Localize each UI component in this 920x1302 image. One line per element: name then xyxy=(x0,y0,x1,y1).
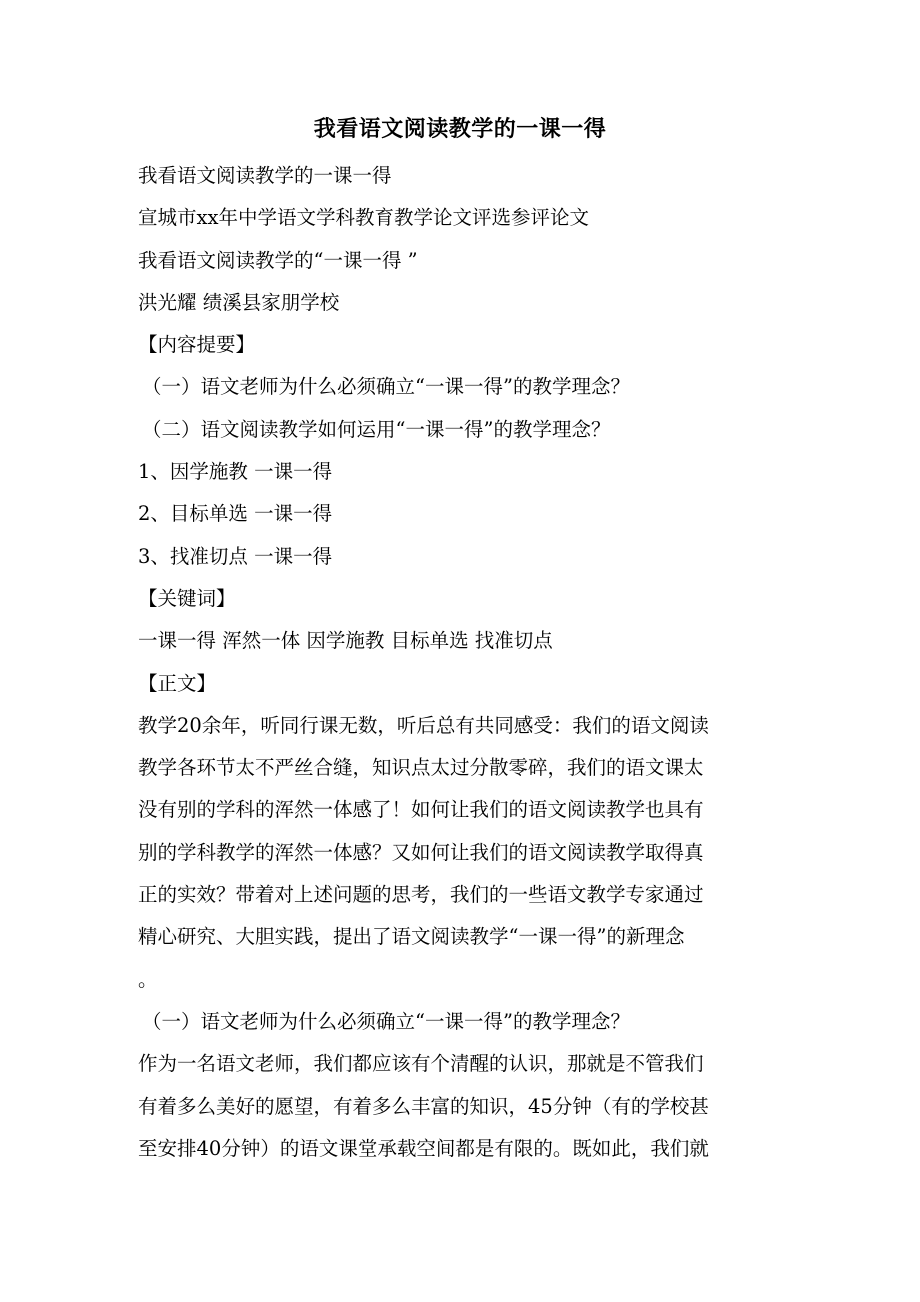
body-text-line: 教学20余年，听同行课无数，听后总有共同感受：我们的语文阅读 xyxy=(138,713,709,737)
author-line: 洪光耀 绩溪县家朋学校 xyxy=(138,290,340,314)
abstract-item: （二）语文阅读教学如何运用“一课一得”的教学理念？ xyxy=(142,417,611,441)
keywords-heading: 【关键词】 xyxy=(138,586,236,610)
abstract-subitem: 2、目标单选 一课一得 xyxy=(138,502,333,526)
section-heading: （一）语文老师为什么必须确立“一课一得”的教学理念？ xyxy=(142,1009,630,1033)
body-text-line: 教学各环节太不严丝合缝，知识点太过分散零碎，我们的语文课太 xyxy=(138,756,704,780)
body-heading: 【正文】 xyxy=(138,671,217,695)
body-text-line: 。 xyxy=(138,967,158,991)
abstract-heading: 【内容提要】 xyxy=(138,333,256,357)
body-text-line: 至安排40分钟）的语文课堂承载空间都是有限的。既如此，我们就 xyxy=(138,1136,709,1160)
body-text-line: 没有别的学科的浑然一体感了！如何让我们的语文阅读教学也具有 xyxy=(138,798,704,822)
document-body xyxy=(138,155,778,1170)
abstract-subitem: 3、找准切点 一课一得 xyxy=(138,544,333,568)
body-text-line: 正的实效？带着对上述问题的思考，我们的一些语文教学专家通过 xyxy=(138,883,704,907)
document-title: 我看语文阅读教学的一课一得 xyxy=(313,116,607,142)
abstract-item: （一）语文老师为什么必须确立“一课一得”的教学理念？ xyxy=(142,375,630,399)
abstract-subitem: 1、因学施教 一课一得 xyxy=(138,460,333,484)
paper-title-line: 我看语文阅读教学的“一课一得 ” xyxy=(138,248,418,272)
keywords-line: 一课一得 浑然一体 因学施教 目标单选 找准切点 xyxy=(138,629,553,653)
subtitle-line: 我看语文阅读教学的一课一得 xyxy=(138,164,392,187)
body-text-line: 作为一名语文老师，我们都应该有个清醒的认识，那就是不管我们 xyxy=(138,1052,704,1076)
body-text-line: 精心研究、大胆实践，提出了语文阅读教学“一课一得”的新理念 xyxy=(138,925,685,949)
body-text-line: 有着多么美好的愿望，有着多么丰富的知识，45分钟（有的学校甚 xyxy=(138,1094,709,1118)
paper-category-line: 宣城市xx年中学语文学科教育教学论文评选参评论文 xyxy=(138,206,589,230)
body-text-line: 别的学科教学的浑然一体感？又如何让我们的语文阅读教学取得真 xyxy=(138,840,704,864)
